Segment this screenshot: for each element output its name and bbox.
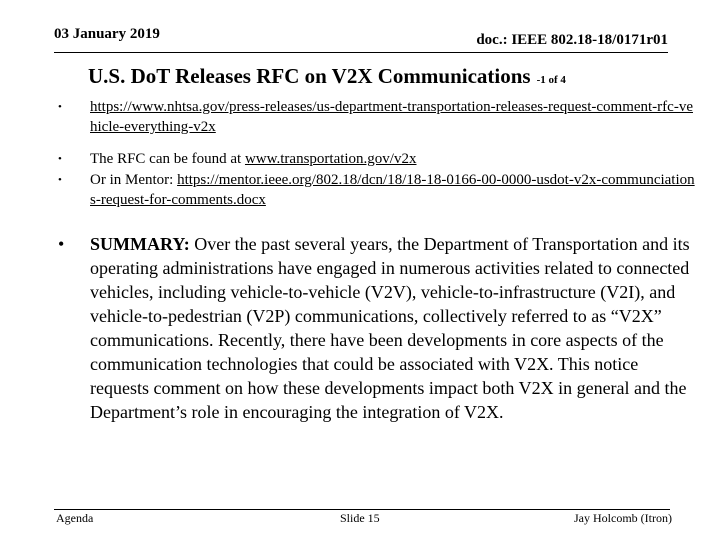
bullet-marker: • [58, 174, 62, 186]
summary-item [58, 232, 692, 424]
bullet-item [58, 149, 698, 169]
bullet-marker: • [58, 101, 62, 113]
bullet-text [90, 170, 698, 210]
summary-body: Over the past several years, the Department of Transportation and its operating administrations have engaged in numerous activities related to connected vehicles, including vehicle-to-vehicle (V2V), vehicle-to-infrastructure (V2I), and vehicle-to-pedestrian (V2P) communications, collectively referred to as “V2X” communications. Recently, there have been developments in core aspects of the communication technologies that could be associated with V2X. This notice requests comment on how these developments impact both V2X in general and the Department’s role in encouraging the integration of V2X. [90, 234, 690, 422]
header-doc-id: doc.: IEEE 802.18-18/0171r01 [476, 32, 668, 48]
footer-left: Agenda [56, 511, 94, 525]
footer-rule [54, 509, 670, 510]
bullet-prefix: Or in Mentor: [90, 172, 178, 188]
bullet-item [58, 170, 698, 210]
mentor-link[interactable]: https://mentor.ieee.org/802.18/dcn/18/18-18-0166-00-0000-usdot-v2x-communciations-request-for-comments.docx [90, 172, 695, 208]
slide-title-text: U.S. DoT Releases RFC on V2X Communications [88, 64, 531, 88]
summary-label: SUMMARY: [90, 234, 190, 254]
bullet-marker: • [58, 234, 65, 254]
bullet-item [58, 97, 698, 137]
summary-text [90, 232, 692, 424]
header-rule [54, 52, 668, 53]
transportation-link[interactable]: www.transportation.gov/v2x [244, 151, 417, 167]
bullet-marker: • [58, 153, 62, 165]
slide-page-note: -1 of 4 [536, 74, 566, 86]
header-date: 03 January 2019 [54, 26, 160, 42]
slide-title [88, 64, 566, 89]
bullet-prefix: The RFC can be found at [90, 151, 245, 167]
footer-slide-number: Slide 15 [340, 511, 380, 525]
bullet-text [90, 149, 416, 169]
nhtsa-link[interactable]: https://www.nhtsa.gov/press-releases/us-department-transportation-releases-request-comment-rfc-vehicle-everything-v2x [90, 99, 693, 135]
footer-author: Jay Holcomb (Itron) [574, 511, 672, 525]
